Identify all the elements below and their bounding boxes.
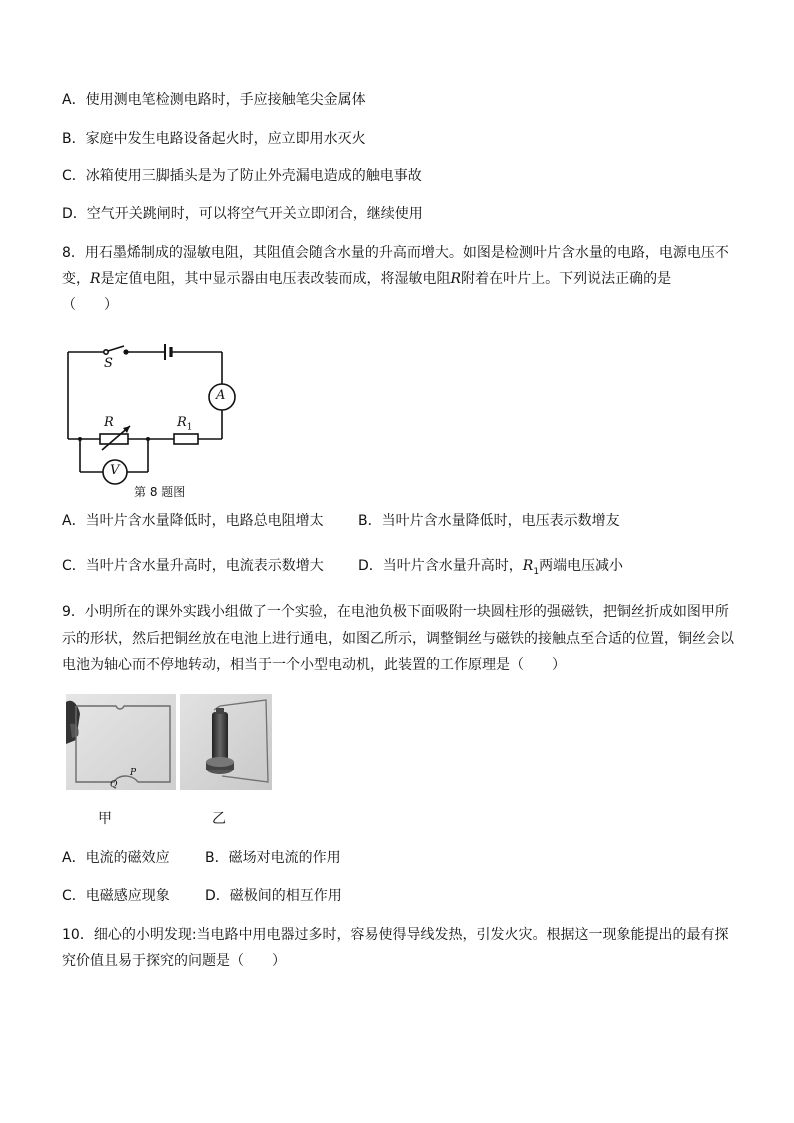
q7-option-a: A．使用测电笔检测电路时，手应接触笔尖金属体 (62, 92, 366, 108)
q7-option-c: C．冰箱使用三脚插头是为了防止外壳漏电造成的触电事故 (62, 168, 422, 184)
q9-caption-yi: 乙 (212, 811, 226, 827)
q9-stem-line1: 9．小明所在的课外实践小组做了一个实验，在电池负极下面吸附一块圆柱形的强磁铁，把铜丝折成如图甲所 (62, 604, 729, 620)
q10-stem-line1: 10．细心的小明发现:当电路中用电器过多时，容易使得导线发热，引发火灾。根据这一现象能提出的最有探 (62, 927, 729, 943)
circuit-caption: 第 8 题图 (134, 485, 186, 499)
q9-option-d: D．磁极间的相互作用 (205, 888, 342, 904)
q9-option-b: B．磁场对电流的作用 (205, 850, 341, 866)
q8-option-a: A．当叶片含水量降低时，电路总电阻增太 (62, 513, 324, 529)
q8-option-b: B．当叶片含水量降低时，电压表示数增友 (358, 513, 620, 529)
q7-option-d: D．空气开关跳闸时，可以将空气开关立即闭合，继续使用 (62, 206, 423, 222)
q9-photo-yi (180, 694, 272, 790)
circuit-switch-label: S (104, 356, 113, 371)
q8-stem-line2: 变，R是定值电阻，其中显示器由电压表改装而成，将湿敏电阻R附着在叶片上。下列说法正确的是 (62, 271, 672, 287)
jia-p-mark: P (130, 768, 137, 778)
q9-caption-jia: 甲 (98, 811, 112, 827)
q8-option-d: D．当叶片含水量升高时，$R_1$两端电压减小 (358, 558, 624, 577)
circuit-resistor-r1-label: $R_1$ (177, 415, 193, 433)
q9-option-a: A．电流的磁效应 (62, 850, 170, 866)
jia-q-mark: Q (110, 780, 118, 790)
q8-stem-line3: （ ） (62, 297, 118, 313)
q7-option-b: B．家庭中发生电路设备起火时，应立即用水灭火 (62, 131, 366, 147)
q8-option-c: C．当叶片含水量升高时，电流表示数增大 (62, 558, 324, 574)
circuit-voltmeter-label: V (110, 463, 120, 478)
q9-stem-line2: 示的形状，然后把铜丝放在电池上进行通电，如图乙所示，调整铜丝与磁铁的接触点至合适的位置，铜丝会以 (62, 631, 734, 647)
circuit-resistor-r-label: R (104, 415, 114, 430)
q8-circuit-diagram (60, 338, 240, 499)
q8-stem-line1: 8．用石墨烯制成的湿敏电阻，其阻值会随含水量的升高而增大。如图是检测叶片含水量的电路，电源电压不 (62, 245, 729, 261)
circuit-ammeter-label: A (216, 388, 226, 403)
q10-stem-line2: 究价值且易于探究的问题是（ ） (62, 953, 286, 969)
q9-stem-line3: 电池为轴心而不停地转动，相当于一个小型电动机，此装置的工作原理是（ ） (62, 657, 566, 673)
q9-photo-jia (66, 694, 176, 790)
q9-option-c: C．电磁感应现象 (62, 888, 170, 904)
